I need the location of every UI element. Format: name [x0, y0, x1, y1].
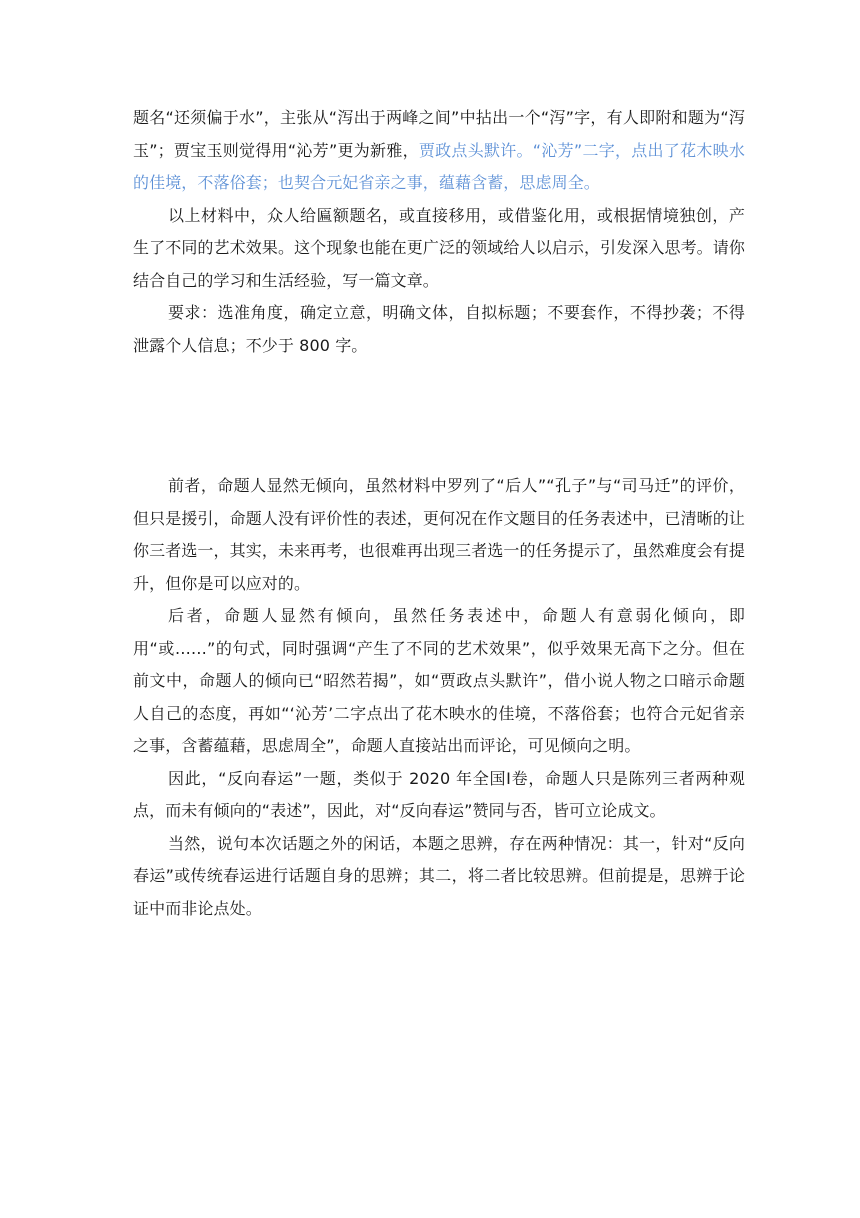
material-text: 题名“还须偏于水”，主张从“泻出于两峰之间”中拈出一个“泻”字，有人即附和题为“泻玉”；贾宝玉则觉得用“沁芳”更为新雅， — [133, 108, 745, 160]
material-paragraph — [133, 102, 745, 200]
essay-prompt-block — [133, 102, 745, 362]
task-paragraph: 以上材料中，众人给匾额题名，或直接移用，或借鉴化用，或根据情境独创，产生了不同的艺术效果。这个现象也能在更广泛的领域给人以启示，引发深入思考。请你结合自己的学习和生活经验，写一篇文章。 — [133, 205, 745, 290]
analysis-paragraph-3: 因此，“反向春运”一题，类似于 2020 年全国Ⅰ卷，命题人只是陈列三者两种观点，而未有倾向的“表述”，因此，对“反向春运”赞同与否，皆可立论成文。 — [133, 768, 745, 820]
analysis-paragraph-4: 当然，说句本次话题之外的闲话，本题之思辨，存在两种情况：其一，针对“反向春运”或传统春运进行话题自身的思辨；其二，将二者比较思辨。但前提是，思辨于论证中而非论点处。 — [133, 833, 745, 918]
analysis-block — [133, 470, 745, 925]
requirements-paragraph: 要求：选准角度，确定立意，明确文体，自拟标题；不要套作，不得抄袭；不得泄露个人信息；不少于 800 字。 — [133, 303, 745, 355]
highlighted-text: 贾政点头默许。“沁芳”二字，点出了花木映水的佳境，不落俗套；也契合元妃省亲之事，蕴藉含蓄，思虑周全。 — [133, 140, 745, 192]
analysis-paragraph-2: 后者，命题人显然有倾向，虽然任务表述中，命题人有意弱化倾向，即用“或……”的句式，同时强调“产生了不同的艺术效果”，似乎效果无高下之分。但在前文中，命题人的倾向已“昭然若揭”，如“贾政点头默许”，借小说人物之口暗示命题人自己的态度，再如“‘沁芳’二字点出了花木映水的佳境，不落俗套；也符合元妃省亲之事，含蓄蕴藉，思虑周全”，命题人直接站出而评论，可见倾向之明。 — [133, 606, 745, 755]
analysis-paragraph-1: 前者，命题人显然无倾向，虽然材料中罗列了“后人”“孔子”与“司马迁”的评价，但只是援引，命题人没有评价性的表述，更何况在作文题目的任务表述中，已清晰的让你三者选一，其实，未来再考，也很难再出现三者选一的任务提示了，虽然难度会有提升，但你是可以应对的。 — [133, 476, 745, 593]
